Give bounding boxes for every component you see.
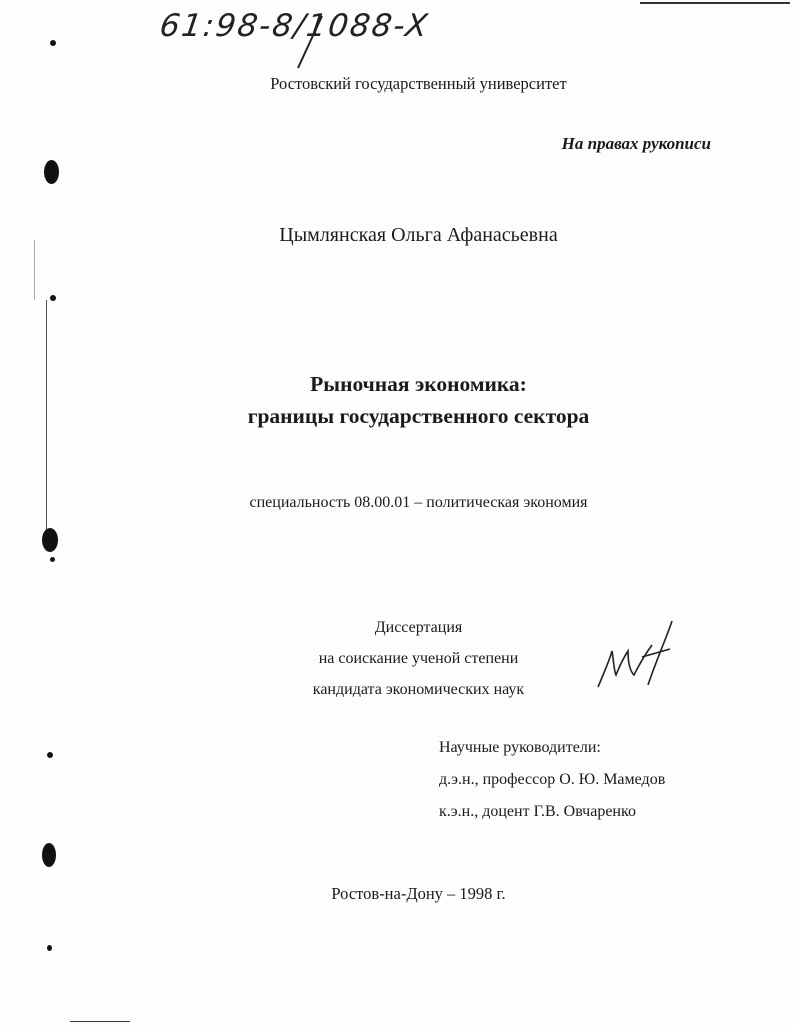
scan-bottom-edge-line bbox=[70, 1021, 130, 1022]
scan-margin-line bbox=[34, 240, 35, 300]
punch-hole-mark bbox=[42, 843, 56, 867]
library-shelfmark: 61:98-8/1088-X bbox=[157, 8, 432, 44]
rights-note: На правах рукописи bbox=[561, 134, 711, 153]
punch-hole-mark bbox=[47, 752, 53, 758]
author-name: Цымлянская Ольга Афанасьевна bbox=[279, 224, 558, 246]
degree-line-3: кандидата экономических наук bbox=[312, 681, 525, 698]
punch-hole-mark bbox=[44, 160, 59, 184]
punch-hole-mark bbox=[50, 557, 55, 562]
punch-hole-mark bbox=[47, 945, 52, 951]
title-line-2: границы государственного сектора bbox=[247, 404, 590, 428]
university-name: Ростовский государственный университет bbox=[270, 74, 567, 93]
city-year: Ростов-на-Дону – 1998 г. bbox=[331, 884, 506, 903]
degree-line-2: на соискание ученой степени bbox=[318, 650, 519, 667]
supervisor-2: к.э.н., доцент Г.В. Овчаренко bbox=[439, 803, 636, 820]
degree-line-1: Диссертация bbox=[374, 619, 463, 636]
punch-hole-mark bbox=[50, 40, 56, 46]
punch-hole-mark bbox=[42, 528, 58, 552]
dissertation-title bbox=[22, 368, 793, 432]
scan-top-edge-line bbox=[640, 2, 790, 4]
supervisors-label: Научные руководители: bbox=[439, 739, 601, 756]
handwritten-signature bbox=[590, 615, 680, 695]
title-line-1: Рыночная экономика: bbox=[310, 372, 527, 396]
supervisor-1: д.э.н., профессор О. Ю. Мамедов bbox=[439, 771, 666, 788]
punch-hole-mark bbox=[50, 295, 56, 301]
supervisors-block bbox=[439, 732, 665, 828]
speciality-line: специальность 08.00.01 – политическая экономия bbox=[249, 494, 588, 511]
shelfmark-slash-stroke bbox=[290, 12, 330, 72]
